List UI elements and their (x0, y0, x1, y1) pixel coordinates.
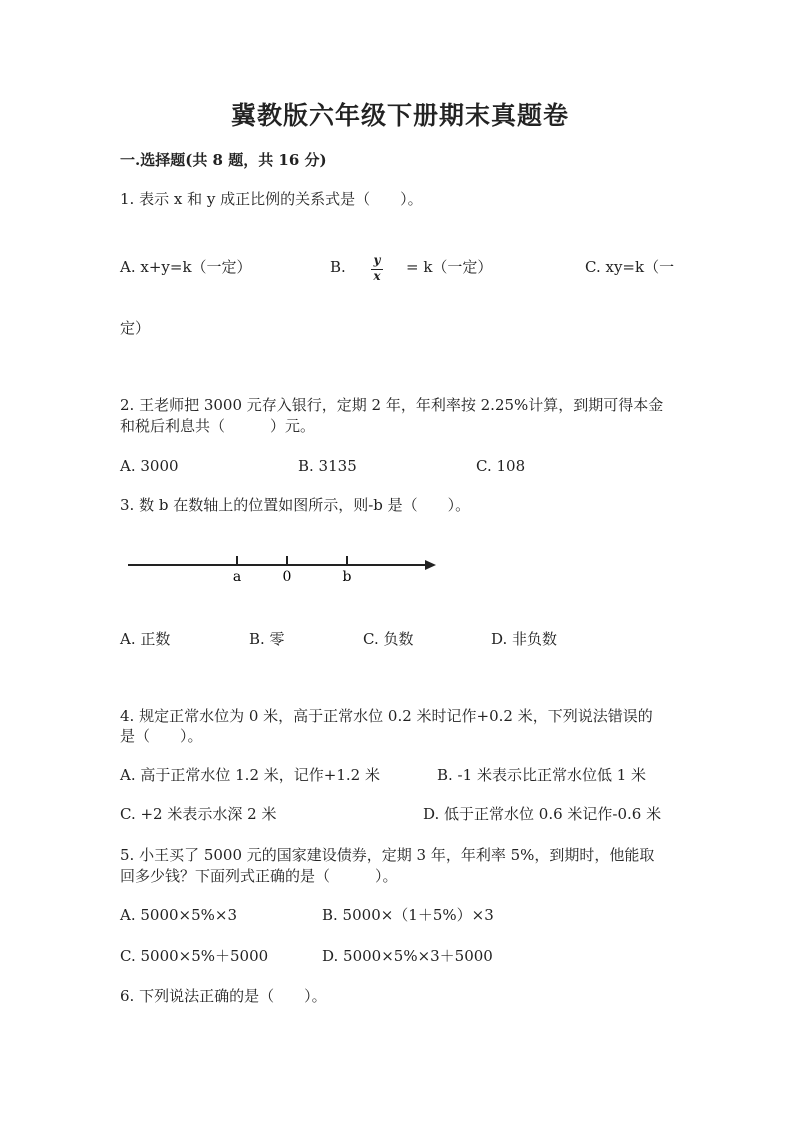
question-3-option-b: B. 零 (249, 630, 285, 648)
question-4-option-c: C. +2 米表示水深 2 米 (120, 805, 277, 823)
question-5-option-a: A. 5000×5%×3 (120, 906, 238, 924)
question-4-option-b: B. -1 米表示比正常水位低 1 米 (437, 766, 647, 784)
question-4-stem-line2: 是（ ）。 (120, 727, 203, 745)
question-5-stem-line1: 5. 小王买了 5000 元的国家建设债券，定期 3 年，年利率 5%，到期时，他能取 (120, 846, 655, 864)
fraction-numerator: y (373, 253, 381, 267)
question-4-option-d: D. 低于正常水位 0.6 米记作-0.6 米 (423, 805, 662, 823)
axis-label-zero: 0 (282, 569, 292, 585)
question-3-option-a: A. 正数 (120, 630, 171, 648)
question-5-option-b: B. 5000×（1＋5%）×3 (322, 906, 494, 924)
question-2-option-c: C. 108 (476, 457, 526, 475)
question-1-option-b-rest: = k（一定） (406, 258, 493, 276)
question-2-stem-line1: 2. 王老师把 3000 元存入银行，定期 2 年，年利率按 2.25%计算，到期可得本金 (120, 396, 664, 414)
question-6-stem: 6. 下列说法正确的是（ ）。 (120, 987, 327, 1005)
question-4-stem-line1: 4. 规定正常水位为 0 米，高于正常水位 0.2 米时记作+0.2 米，下列说法错误的 (120, 707, 653, 725)
fraction-denominator: x (373, 269, 381, 283)
question-3-option-c: C. 负数 (363, 630, 414, 648)
question-3-stem: 3. 数 b 在数轴上的位置如图所示，则-b 是（ ）。 (120, 496, 471, 514)
section-heading: 一.选择题(共 8 题，共 16 分) (120, 151, 327, 169)
page-title: 冀教版六年级下册期末真题卷 (230, 101, 569, 130)
question-4-option-a: A. 高于正常水位 1.2 米，记作+1.2 米 (120, 766, 380, 784)
question-1-option-b-label: B. (330, 258, 346, 276)
axis-label-a: a (232, 569, 242, 585)
question-1-stem: 1. 表示 x 和 y 成正比例的关系式是（ ）。 (120, 190, 423, 208)
question-5-option-c: C. 5000×5%＋5000 (120, 947, 269, 965)
question-3-option-d: D. 非负数 (491, 630, 558, 648)
question-1-option-c-continued: 定） (120, 319, 151, 337)
number-line-diagram (120, 550, 450, 590)
question-2-stem-line2: 和税后利息共（ ）元。 (120, 417, 316, 435)
question-1-option-c: C. xy=k（一 (585, 258, 675, 276)
axis-label-b: b (342, 569, 352, 585)
number-line-arrow (425, 560, 436, 570)
question-2-option-b: B. 3135 (298, 457, 357, 475)
question-5-option-d: D. 5000×5%×3＋5000 (322, 947, 493, 965)
question-5-stem-line2: 回多少钱？下面列式正确的是（ ）。 (120, 867, 398, 885)
question-1-option-a: A. x+y=k（一定） (120, 258, 252, 276)
question-2-option-a: A. 3000 (120, 457, 179, 475)
